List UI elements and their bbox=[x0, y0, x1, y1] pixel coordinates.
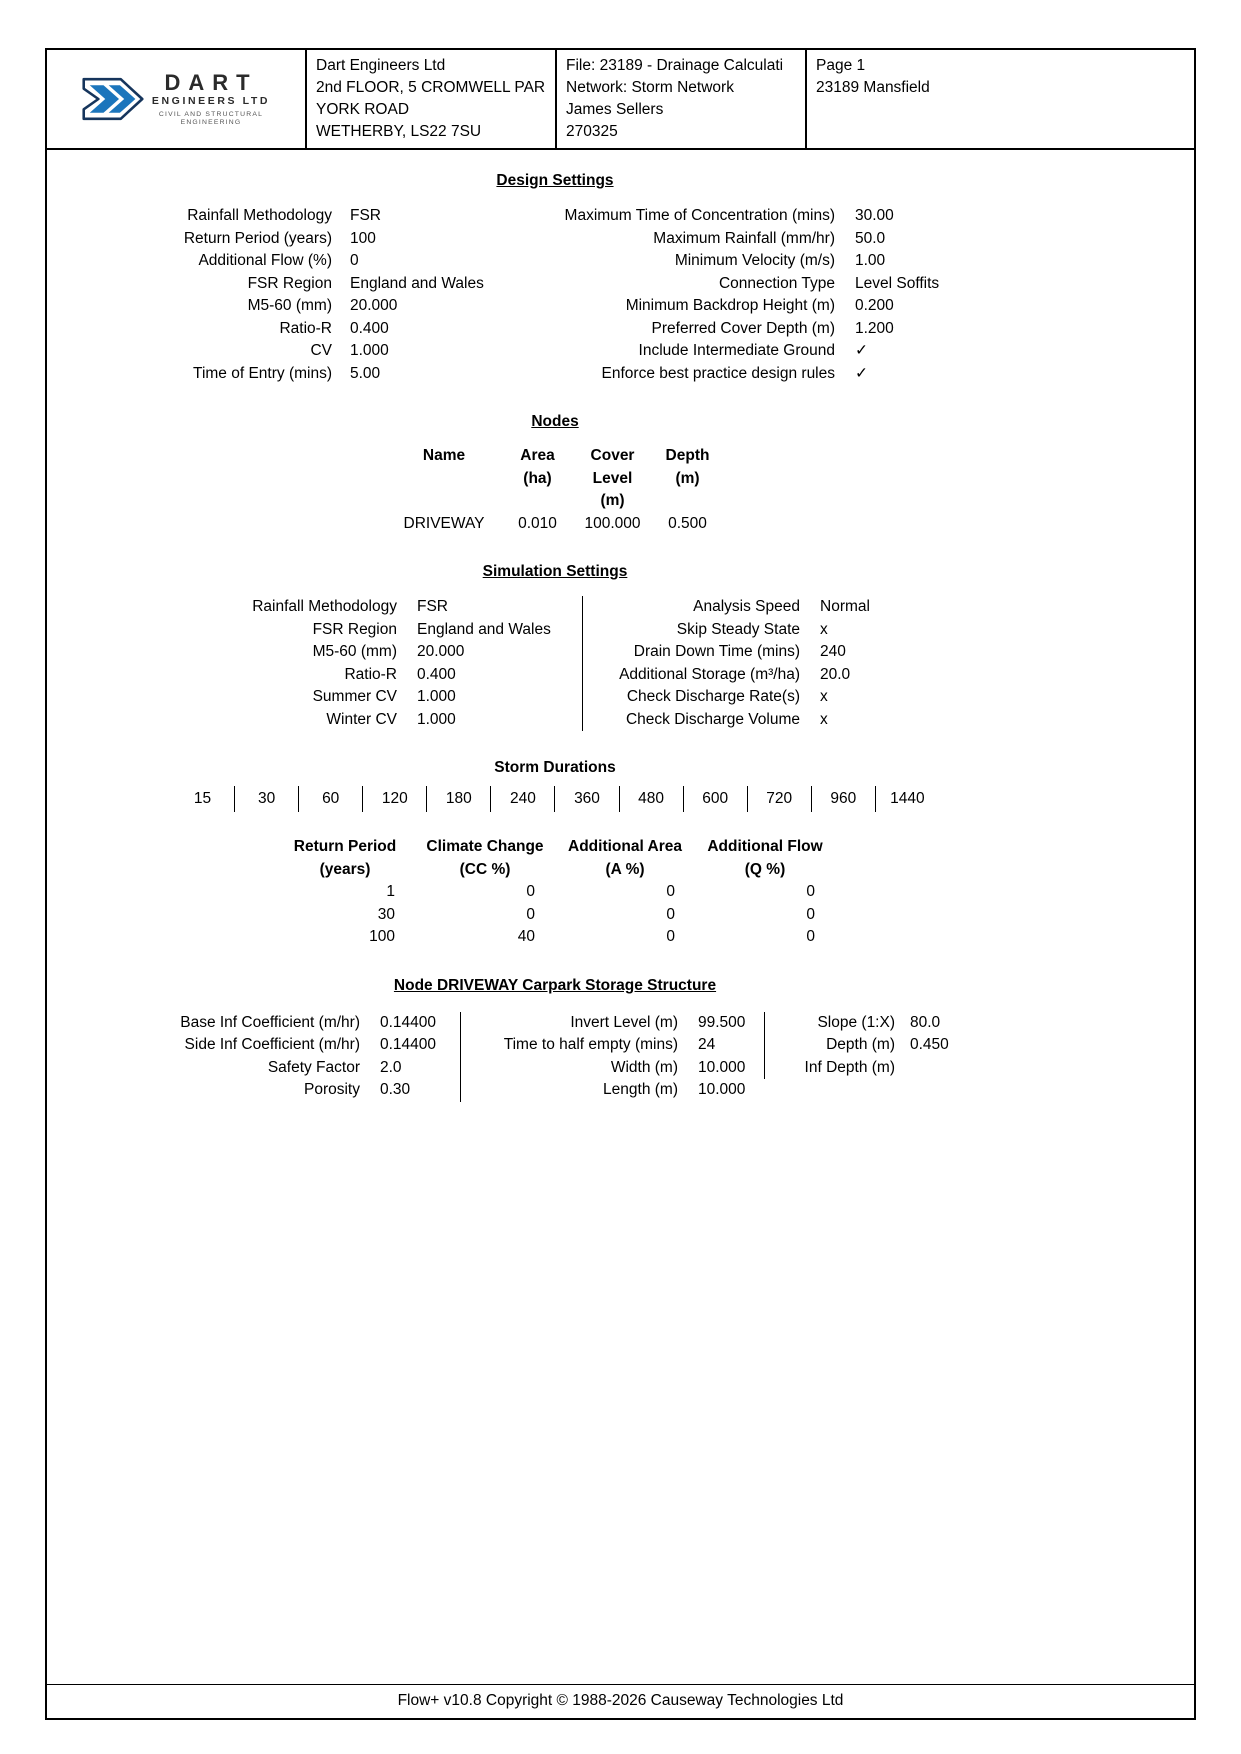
setting-value: England and Wales bbox=[350, 274, 484, 292]
setting-value: 50.0 bbox=[855, 229, 886, 247]
setting-label: Check Discharge Rate(s) bbox=[626, 688, 800, 705]
header-line: (m) bbox=[600, 492, 625, 509]
settings-row bbox=[47, 619, 582, 642]
setting-label: Slope (1:X) bbox=[817, 1013, 895, 1031]
setting-value: FSR bbox=[350, 207, 381, 224]
table-cell-depth: 0.500 bbox=[668, 514, 707, 532]
setting-label: Check Discharge Volume bbox=[625, 710, 800, 728]
setting-value: x bbox=[820, 710, 828, 728]
network-name: Network: Storm Network bbox=[566, 79, 734, 96]
setting-label: FSR Region bbox=[312, 620, 397, 638]
storm-duration-value: 60 bbox=[298, 786, 362, 812]
settings-row bbox=[461, 1034, 764, 1057]
table-cell: 0 bbox=[666, 905, 675, 923]
nodes-title: Nodes bbox=[531, 413, 579, 430]
setting-label: Additional Flow (%) bbox=[198, 252, 332, 269]
settings-row bbox=[507, 273, 1063, 296]
logo-brand-name: DART bbox=[164, 70, 258, 95]
storage-structure-title: Node DRIVEWAY Carpark Storage Structure bbox=[393, 976, 717, 994]
design-settings-section bbox=[47, 205, 1063, 385]
logo-tagline-line2: ENGINEERING bbox=[180, 119, 242, 126]
storm-duration-value: 180 bbox=[426, 786, 490, 812]
header-line: Cover bbox=[590, 447, 635, 464]
setting-value: 24 bbox=[698, 1036, 716, 1053]
column-header-cover-level bbox=[574, 445, 652, 513]
setting-value: 0 bbox=[350, 252, 359, 269]
header-line: Return Period bbox=[293, 838, 397, 855]
table-cell: 0 bbox=[806, 883, 815, 900]
settings-row bbox=[47, 250, 507, 273]
settings-row bbox=[47, 1057, 460, 1080]
header-line: Depth bbox=[665, 447, 710, 464]
setting-label: Length (m) bbox=[603, 1081, 678, 1098]
settings-row bbox=[461, 1079, 764, 1102]
settings-row bbox=[507, 363, 1063, 386]
storm-duration-value: 120 bbox=[362, 786, 426, 812]
settings-row bbox=[47, 340, 507, 363]
file-date: 270325 bbox=[566, 123, 618, 140]
setting-label: Include Intermediate Ground bbox=[638, 342, 835, 359]
settings-row bbox=[583, 664, 870, 687]
return-period-table-header bbox=[275, 836, 835, 881]
setting-value: 240 bbox=[820, 643, 846, 660]
setting-value: 1.00 bbox=[855, 252, 886, 269]
settings-row bbox=[765, 1034, 949, 1057]
setting-value: 1.200 bbox=[855, 319, 894, 337]
table-cell: 0 bbox=[806, 905, 815, 923]
company-address-line3: WETHERBY, LS22 7SU bbox=[316, 123, 482, 140]
setting-value: x bbox=[820, 620, 828, 638]
checkmark-icon: ✓ bbox=[855, 364, 868, 382]
header-line: Additional Flow bbox=[707, 838, 823, 855]
header-line: (ha) bbox=[523, 469, 552, 487]
setting-label: Summer CV bbox=[312, 688, 397, 705]
file-info-cell bbox=[557, 50, 807, 148]
setting-label: Minimum Velocity (m/s) bbox=[674, 252, 835, 269]
header-line: Name bbox=[422, 447, 466, 464]
nodes-table-header bbox=[387, 445, 724, 513]
table-cell: 0 bbox=[526, 905, 535, 923]
nodes-table bbox=[387, 445, 724, 535]
page-number: Page 1 bbox=[816, 57, 866, 74]
logo-tagline-line1: CIVIL AND STRUCTURAL bbox=[158, 110, 264, 118]
table-cell-area: 0.010 bbox=[518, 514, 557, 532]
setting-label: Additional Storage (m³/ha) bbox=[619, 665, 800, 683]
column-header-name bbox=[387, 445, 502, 513]
simulation-settings-title: Simulation Settings bbox=[482, 563, 628, 580]
storage-column-2 bbox=[460, 1012, 764, 1102]
setting-label: Maximum Rainfall (mm/hr) bbox=[653, 229, 835, 247]
setting-label: Time of Entry (mins) bbox=[193, 364, 332, 382]
setting-label: Safety Factor bbox=[267, 1058, 360, 1076]
setting-value: 10.000 bbox=[698, 1081, 746, 1098]
storm-durations-list bbox=[171, 786, 939, 812]
company-address-cell bbox=[307, 50, 557, 148]
setting-value: 99.500 bbox=[698, 1013, 746, 1031]
simulation-settings-section bbox=[47, 596, 1063, 731]
setting-label: Analysis Speed bbox=[693, 598, 800, 615]
column-header-additional-flow bbox=[695, 836, 835, 881]
column-header-depth bbox=[652, 445, 724, 513]
header-line: (Q %) bbox=[744, 860, 786, 878]
table-row bbox=[275, 881, 835, 904]
checkmark-icon: ✓ bbox=[855, 342, 868, 359]
company-address-line1: 2nd FLOOR, 5 CROMWELL PAR bbox=[316, 79, 546, 96]
setting-label: FSR Region bbox=[247, 274, 332, 292]
settings-row bbox=[507, 228, 1063, 251]
header-line: (CC %) bbox=[459, 860, 511, 878]
settings-row bbox=[47, 1034, 460, 1057]
storm-duration-value: 480 bbox=[619, 786, 683, 812]
header-line: Level bbox=[592, 469, 633, 487]
setting-label: Winter CV bbox=[326, 710, 397, 728]
setting-value: 20.000 bbox=[350, 297, 398, 314]
header-line: (m) bbox=[675, 469, 700, 487]
settings-row bbox=[507, 250, 1063, 273]
storm-duration-value: 30 bbox=[234, 786, 298, 812]
table-cell: 40 bbox=[517, 928, 535, 945]
settings-row bbox=[47, 641, 582, 664]
setting-value: 1.000 bbox=[350, 342, 389, 359]
setting-value: 0.400 bbox=[417, 665, 456, 683]
table-cell: 100 bbox=[369, 928, 395, 945]
table-row bbox=[387, 513, 724, 536]
logo-cell bbox=[47, 50, 307, 148]
setting-label: Time to half empty (mins) bbox=[503, 1036, 678, 1053]
setting-label: Connection Type bbox=[718, 274, 835, 292]
settings-row bbox=[583, 641, 870, 664]
table-cell: 0 bbox=[806, 928, 815, 945]
page-footer bbox=[47, 1684, 1194, 1718]
settings-row bbox=[47, 205, 507, 228]
settings-row bbox=[583, 619, 870, 642]
setting-label: Depth (m) bbox=[826, 1036, 895, 1053]
storm-duration-value: 600 bbox=[683, 786, 747, 812]
column-header-return-period bbox=[275, 836, 415, 881]
logo-subtitle: ENGINEERS LTD bbox=[151, 94, 271, 107]
settings-row bbox=[765, 1057, 949, 1080]
settings-row bbox=[507, 205, 1063, 228]
setting-label: Ratio-R bbox=[279, 319, 332, 337]
settings-row bbox=[47, 318, 507, 341]
setting-value: x bbox=[820, 688, 828, 705]
setting-value: Normal bbox=[820, 598, 870, 615]
settings-row bbox=[583, 709, 870, 732]
setting-label: M5-60 (mm) bbox=[312, 643, 397, 660]
settings-row bbox=[765, 1012, 949, 1035]
column-header-additional-area bbox=[555, 836, 695, 881]
company-address-line2: YORK ROAD bbox=[316, 101, 410, 118]
setting-value: 0.14400 bbox=[380, 1036, 437, 1053]
setting-label: Side Inf Coefficient (m/hr) bbox=[184, 1036, 360, 1053]
settings-row bbox=[47, 686, 582, 709]
table-cell-name: DRIVEWAY bbox=[403, 514, 485, 532]
setting-label: Skip Steady State bbox=[676, 620, 800, 638]
design-settings-right-column bbox=[507, 205, 1063, 385]
footer-text: Flow+ v10.8 Copyright © 1988-2026 Causeway Technologies Ltd bbox=[397, 1692, 844, 1709]
header-line: Area bbox=[520, 447, 555, 464]
table-cell: 1 bbox=[386, 883, 395, 900]
storm-durations-title: Storm Durations bbox=[494, 759, 616, 776]
setting-value: 20.000 bbox=[417, 643, 465, 660]
setting-value: 10.000 bbox=[698, 1058, 746, 1076]
header-line: (years) bbox=[319, 860, 371, 878]
setting-value: 5.00 bbox=[350, 364, 381, 382]
design-settings-title: Design Settings bbox=[496, 172, 614, 189]
header-line: Climate Change bbox=[426, 838, 544, 855]
table-cell: 0 bbox=[666, 928, 675, 945]
setting-value: 0.200 bbox=[855, 297, 894, 314]
table-cell: 0 bbox=[526, 883, 535, 900]
storm-duration-value: 360 bbox=[554, 786, 618, 812]
setting-value: England and Wales bbox=[417, 620, 551, 638]
table-cell: 30 bbox=[377, 905, 395, 923]
settings-row bbox=[47, 273, 507, 296]
setting-label: M5-60 (mm) bbox=[247, 297, 332, 314]
setting-value: 1.000 bbox=[417, 688, 456, 705]
setting-label: CV bbox=[310, 342, 332, 359]
storm-duration-value: 720 bbox=[747, 786, 811, 812]
table-row bbox=[275, 904, 835, 927]
design-settings-left-column bbox=[47, 205, 507, 385]
logo-text-block bbox=[152, 71, 270, 128]
settings-row bbox=[507, 340, 1063, 363]
storage-column-3 bbox=[764, 1012, 949, 1080]
storage-structure-section bbox=[47, 1012, 1063, 1102]
setting-label: Maximum Time of Concentration (mins) bbox=[564, 207, 835, 224]
setting-label: Base Inf Coefficient (m/hr) bbox=[180, 1013, 360, 1031]
setting-value: 1.000 bbox=[417, 710, 456, 728]
setting-value: FSR bbox=[417, 598, 448, 615]
settings-row bbox=[47, 596, 582, 619]
project-name: 23189 Mansfield bbox=[816, 79, 930, 96]
setting-label: Invert Level (m) bbox=[570, 1013, 678, 1031]
page-info-cell bbox=[807, 50, 1194, 148]
setting-label: Ratio-R bbox=[344, 665, 397, 683]
settings-row bbox=[583, 686, 870, 709]
settings-row bbox=[47, 1079, 460, 1102]
setting-label: Enforce best practice design rules bbox=[601, 364, 835, 382]
simulation-settings-right-column bbox=[582, 596, 870, 731]
settings-row bbox=[47, 1012, 460, 1035]
setting-value: 0.450 bbox=[910, 1036, 949, 1053]
report-body bbox=[47, 150, 1063, 1102]
setting-value: 0.400 bbox=[350, 319, 389, 337]
company-name: Dart Engineers Ltd bbox=[316, 57, 446, 74]
page-header bbox=[47, 50, 1194, 150]
settings-row bbox=[47, 295, 507, 318]
settings-row bbox=[507, 295, 1063, 318]
settings-row bbox=[47, 228, 507, 251]
setting-label: Minimum Backdrop Height (m) bbox=[625, 297, 835, 314]
setting-value: 30.00 bbox=[855, 207, 894, 224]
table-row bbox=[275, 926, 835, 949]
return-period-table bbox=[275, 836, 835, 949]
table-cell: 0 bbox=[666, 883, 675, 900]
setting-label: Preferred Cover Depth (m) bbox=[651, 319, 835, 337]
simulation-settings-left-column bbox=[47, 596, 582, 731]
setting-label: Inf Depth (m) bbox=[804, 1058, 895, 1076]
setting-value: 0.30 bbox=[380, 1081, 411, 1098]
setting-value: 0.14400 bbox=[380, 1013, 437, 1031]
setting-label: Porosity bbox=[304, 1081, 360, 1098]
storm-duration-value: 960 bbox=[811, 786, 875, 812]
setting-label: Rainfall Methodology bbox=[187, 207, 332, 224]
storm-duration-value: 15 bbox=[193, 790, 212, 807]
settings-row bbox=[47, 664, 582, 687]
setting-label: Width (m) bbox=[610, 1058, 678, 1076]
storage-column-1 bbox=[47, 1012, 460, 1102]
table-cell-cover-level: 100.000 bbox=[584, 514, 641, 532]
header-line: (A %) bbox=[605, 860, 645, 878]
setting-value: 100 bbox=[350, 229, 376, 247]
logo-tagline bbox=[159, 111, 263, 128]
storm-duration-value: 240 bbox=[490, 786, 554, 812]
settings-row bbox=[507, 318, 1063, 341]
setting-value: 80.0 bbox=[910, 1013, 941, 1031]
setting-label: Rainfall Methodology bbox=[252, 598, 397, 615]
setting-value: Level Soffits bbox=[855, 274, 940, 292]
column-header-area bbox=[502, 445, 574, 513]
report-page bbox=[45, 48, 1196, 1720]
setting-value: 2.0 bbox=[380, 1058, 402, 1076]
settings-row bbox=[583, 596, 870, 619]
setting-value bbox=[895, 1057, 910, 1080]
dart-arrow-icon bbox=[82, 77, 144, 121]
settings-row bbox=[461, 1057, 764, 1080]
setting-label: Return Period (years) bbox=[183, 229, 332, 247]
company-logo bbox=[82, 71, 270, 128]
header-line: Additional Area bbox=[568, 838, 682, 855]
settings-row bbox=[47, 709, 582, 732]
file-name: File: 23189 - Drainage Calculati bbox=[566, 57, 784, 74]
setting-value: 20.0 bbox=[820, 665, 851, 683]
settings-row bbox=[461, 1012, 764, 1035]
settings-row bbox=[47, 363, 507, 386]
author-name: James Sellers bbox=[566, 101, 664, 118]
storm-duration-value: 1440 bbox=[875, 786, 939, 812]
setting-label: Drain Down Time (mins) bbox=[633, 643, 800, 660]
column-header-climate-change bbox=[415, 836, 555, 881]
